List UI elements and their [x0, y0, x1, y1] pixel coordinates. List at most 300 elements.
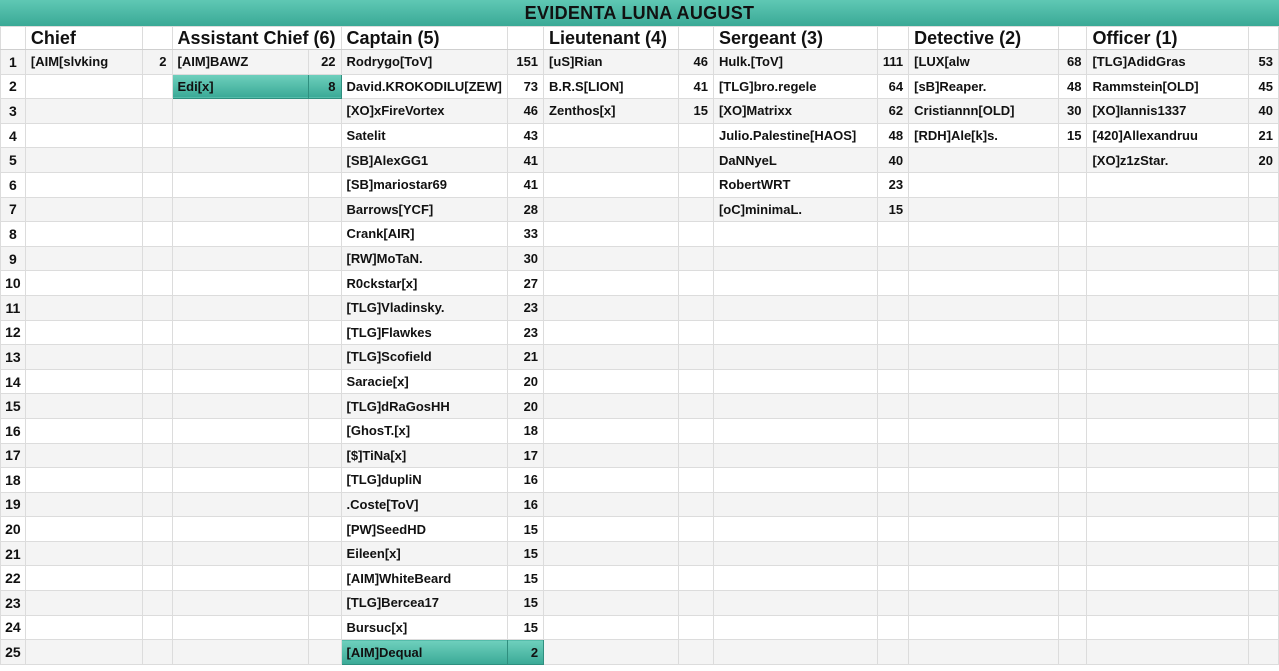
empty-cell[interactable]: [877, 246, 908, 271]
empty-cell[interactable]: [25, 271, 142, 296]
empty-cell[interactable]: [679, 517, 714, 542]
empty-cell[interactable]: [679, 492, 714, 517]
captain-value-cell[interactable]: 20: [508, 369, 544, 394]
empty-cell[interactable]: [1058, 394, 1087, 419]
empty-cell[interactable]: [713, 591, 877, 616]
row-number[interactable]: 6: [1, 172, 26, 197]
empty-cell[interactable]: [25, 148, 142, 173]
empty-cell[interactable]: [877, 271, 908, 296]
empty-cell[interactable]: [1248, 197, 1278, 222]
row-number[interactable]: 5: [1, 148, 26, 173]
captain-name-cell[interactable]: Satelit: [341, 123, 508, 148]
empty-cell[interactable]: [909, 394, 1059, 419]
empty-cell[interactable]: [909, 320, 1059, 345]
empty-cell[interactable]: [679, 222, 714, 247]
empty-cell[interactable]: [25, 123, 142, 148]
empty-cell[interactable]: [143, 615, 172, 640]
empty-cell[interactable]: [713, 492, 877, 517]
captain-value-cell[interactable]: 20: [508, 394, 544, 419]
captain-name-cell[interactable]: [PW]SeedHD: [341, 517, 508, 542]
assistant-chief-value-cell[interactable]: 8: [308, 74, 341, 99]
captain-value-cell[interactable]: 15: [508, 615, 544, 640]
empty-cell[interactable]: [713, 394, 877, 419]
sergeant-name-cell[interactable]: Hulk.[ToV]: [713, 50, 877, 75]
empty-cell[interactable]: [909, 369, 1059, 394]
empty-cell[interactable]: [25, 99, 142, 124]
empty-cell[interactable]: [544, 320, 679, 345]
detective-name-cell[interactable]: [sB]Reaper.: [909, 74, 1059, 99]
captain-value-cell[interactable]: 30: [508, 246, 544, 271]
empty-cell[interactable]: [143, 295, 172, 320]
empty-cell[interactable]: [143, 566, 172, 591]
captain-name-cell[interactable]: [TLG]Vladinsky.: [341, 295, 508, 320]
empty-cell[interactable]: [679, 418, 714, 443]
empty-cell[interactable]: [308, 369, 341, 394]
empty-cell[interactable]: [143, 468, 172, 493]
empty-cell[interactable]: [713, 640, 877, 665]
empty-cell[interactable]: [25, 172, 142, 197]
empty-cell[interactable]: [909, 517, 1059, 542]
empty-cell[interactable]: [679, 541, 714, 566]
captain-name-cell[interactable]: [XO]xFireVortex: [341, 99, 508, 124]
empty-cell[interactable]: [877, 394, 908, 419]
empty-cell[interactable]: [544, 468, 679, 493]
empty-cell[interactable]: [713, 468, 877, 493]
empty-cell[interactable]: [679, 468, 714, 493]
empty-cell[interactable]: [909, 492, 1059, 517]
captain-value-cell[interactable]: 46: [508, 99, 544, 124]
captain-name-cell[interactable]: [TLG]dupliN: [341, 468, 508, 493]
assistant-chief-value-cell[interactable]: 22: [308, 50, 341, 75]
empty-cell[interactable]: [308, 591, 341, 616]
captain-value-cell[interactable]: 15: [508, 591, 544, 616]
empty-cell[interactable]: [1248, 418, 1278, 443]
header-lieutenant[interactable]: Lieutenant (4): [544, 27, 679, 50]
captain-value-cell[interactable]: 73: [508, 74, 544, 99]
empty-cell[interactable]: [25, 222, 142, 247]
captain-name-cell[interactable]: [TLG]Scofield: [341, 345, 508, 370]
empty-cell[interactable]: [679, 172, 714, 197]
empty-cell[interactable]: [1248, 295, 1278, 320]
officer-value-cell[interactable]: 53: [1248, 50, 1278, 75]
row-number[interactable]: 17: [1, 443, 26, 468]
empty-cell[interactable]: [1087, 468, 1248, 493]
empty-cell[interactable]: [308, 246, 341, 271]
empty-cell[interactable]: [143, 148, 172, 173]
empty-cell[interactable]: [308, 517, 341, 542]
empty-cell[interactable]: [1248, 394, 1278, 419]
empty-cell[interactable]: [713, 222, 877, 247]
officer-value-cell[interactable]: 20: [1248, 148, 1278, 173]
empty-cell[interactable]: [143, 271, 172, 296]
captain-name-cell[interactable]: [RW]MoTaN.: [341, 246, 508, 271]
row-number[interactable]: 4: [1, 123, 26, 148]
sergeant-name-cell[interactable]: [XO]Matrixx: [713, 99, 877, 124]
empty-cell[interactable]: [713, 246, 877, 271]
empty-cell[interactable]: [143, 394, 172, 419]
empty-cell[interactable]: [713, 443, 877, 468]
empty-cell[interactable]: [308, 394, 341, 419]
empty-cell[interactable]: [1058, 615, 1087, 640]
empty-cell[interactable]: [1248, 591, 1278, 616]
detective-name-cell[interactable]: [RDH]Ale[k]s.: [909, 123, 1059, 148]
empty-cell[interactable]: [909, 172, 1059, 197]
empty-cell[interactable]: [25, 295, 142, 320]
empty-cell[interactable]: [143, 443, 172, 468]
empty-cell[interactable]: [1058, 418, 1087, 443]
empty-cell[interactable]: [25, 640, 142, 665]
empty-cell[interactable]: [308, 443, 341, 468]
empty-cell[interactable]: [909, 418, 1059, 443]
header-detective[interactable]: Detective (2): [909, 27, 1059, 50]
empty-cell[interactable]: [308, 566, 341, 591]
sergeant-name-cell[interactable]: [TLG]bro.regele: [713, 74, 877, 99]
empty-cell[interactable]: [909, 615, 1059, 640]
empty-cell[interactable]: [679, 123, 714, 148]
empty-cell[interactable]: [1058, 197, 1087, 222]
empty-cell[interactable]: [308, 320, 341, 345]
captain-name-cell[interactable]: Eileen[x]: [341, 541, 508, 566]
empty-cell[interactable]: [713, 615, 877, 640]
row-number[interactable]: 9: [1, 246, 26, 271]
empty-cell[interactable]: [172, 197, 308, 222]
empty-cell[interactable]: [308, 99, 341, 124]
row-number[interactable]: 2: [1, 74, 26, 99]
row-number[interactable]: 12: [1, 320, 26, 345]
empty-cell[interactable]: [25, 74, 142, 99]
header-cell[interactable]: [1248, 27, 1278, 50]
empty-cell[interactable]: [1058, 443, 1087, 468]
empty-cell[interactable]: [1058, 271, 1087, 296]
empty-cell[interactable]: [172, 172, 308, 197]
empty-cell[interactable]: [25, 566, 142, 591]
captain-name-cell[interactable]: David.KROKODILU[ZEW]: [341, 74, 508, 99]
officer-name-cell[interactable]: [420]Allexandruu: [1087, 123, 1248, 148]
empty-cell[interactable]: [25, 517, 142, 542]
empty-cell[interactable]: [172, 468, 308, 493]
captain-name-cell[interactable]: Bursuc[x]: [341, 615, 508, 640]
empty-cell[interactable]: [172, 517, 308, 542]
sergeant-name-cell[interactable]: RobertWRT: [713, 172, 877, 197]
empty-cell[interactable]: [1058, 369, 1087, 394]
empty-cell[interactable]: [713, 566, 877, 591]
empty-cell[interactable]: [1087, 222, 1248, 247]
captain-name-cell[interactable]: Rodrygo[ToV]: [341, 50, 508, 75]
captain-value-cell[interactable]: 43: [508, 123, 544, 148]
empty-cell[interactable]: [308, 295, 341, 320]
lieutenant-name-cell[interactable]: Zenthos[x]: [544, 99, 679, 124]
header-officer[interactable]: Officer (1): [1087, 27, 1248, 50]
captain-value-cell[interactable]: 17: [508, 443, 544, 468]
captain-name-cell[interactable]: [$]TiNa[x]: [341, 443, 508, 468]
empty-cell[interactable]: [143, 492, 172, 517]
empty-cell[interactable]: [877, 468, 908, 493]
empty-cell[interactable]: [172, 271, 308, 296]
assistant-chief-name-cell[interactable]: [AIM]BAWZ: [172, 50, 308, 75]
row-number[interactable]: 22: [1, 566, 26, 591]
empty-cell[interactable]: [1248, 492, 1278, 517]
empty-cell[interactable]: [679, 615, 714, 640]
empty-cell[interactable]: [713, 295, 877, 320]
empty-cell[interactable]: [1087, 271, 1248, 296]
header-cell[interactable]: [1058, 27, 1087, 50]
empty-cell[interactable]: [544, 517, 679, 542]
captain-value-cell[interactable]: 23: [508, 295, 544, 320]
empty-cell[interactable]: [713, 320, 877, 345]
empty-cell[interactable]: [1058, 517, 1087, 542]
empty-cell[interactable]: [308, 222, 341, 247]
empty-cell[interactable]: [1087, 566, 1248, 591]
empty-cell[interactable]: [713, 517, 877, 542]
empty-cell[interactable]: [143, 99, 172, 124]
header-assistant-chief[interactable]: Assistant Chief (6): [172, 27, 341, 50]
empty-cell[interactable]: [713, 541, 877, 566]
row-number[interactable]: 20: [1, 517, 26, 542]
captain-value-cell[interactable]: 41: [508, 172, 544, 197]
empty-cell[interactable]: [544, 148, 679, 173]
empty-cell[interactable]: [679, 394, 714, 419]
empty-cell[interactable]: [1087, 443, 1248, 468]
captain-name-cell[interactable]: [AIM]WhiteBeard: [341, 566, 508, 591]
empty-cell[interactable]: [172, 443, 308, 468]
empty-cell[interactable]: [172, 541, 308, 566]
officer-value-cell[interactable]: 45: [1248, 74, 1278, 99]
empty-cell[interactable]: [877, 222, 908, 247]
empty-cell[interactable]: [143, 246, 172, 271]
empty-cell[interactable]: [544, 172, 679, 197]
captain-name-cell[interactable]: [SB]AlexGG1: [341, 148, 508, 173]
empty-cell[interactable]: [877, 591, 908, 616]
captain-name-cell[interactable]: [SB]mariostar69: [341, 172, 508, 197]
empty-cell[interactable]: [1087, 615, 1248, 640]
empty-cell[interactable]: [1058, 492, 1087, 517]
header-captain[interactable]: Captain (5): [341, 27, 508, 50]
header-cell[interactable]: [877, 27, 908, 50]
lieutenant-name-cell[interactable]: [uS]Rian: [544, 50, 679, 75]
row-number[interactable]: 23: [1, 591, 26, 616]
captain-value-cell[interactable]: 16: [508, 468, 544, 493]
captain-value-cell[interactable]: 27: [508, 271, 544, 296]
empty-cell[interactable]: [1058, 541, 1087, 566]
empty-cell[interactable]: [877, 345, 908, 370]
empty-cell[interactable]: [172, 345, 308, 370]
lieutenant-value-cell[interactable]: 41: [679, 74, 714, 99]
empty-cell[interactable]: [25, 369, 142, 394]
empty-cell[interactable]: [679, 566, 714, 591]
captain-name-cell[interactable]: Crank[AIR]: [341, 222, 508, 247]
sergeant-name-cell[interactable]: Julio.Palestine[HAOS]: [713, 123, 877, 148]
header-cell[interactable]: [679, 27, 714, 50]
row-number[interactable]: 24: [1, 615, 26, 640]
empty-cell[interactable]: [143, 197, 172, 222]
empty-cell[interactable]: [308, 123, 341, 148]
chief-value-cell[interactable]: 2: [143, 50, 172, 75]
empty-cell[interactable]: [544, 394, 679, 419]
captain-value-cell[interactable]: 23: [508, 320, 544, 345]
empty-cell[interactable]: [679, 271, 714, 296]
empty-cell[interactable]: [1058, 222, 1087, 247]
empty-cell[interactable]: [1087, 492, 1248, 517]
empty-cell[interactable]: [679, 591, 714, 616]
row-number[interactable]: 18: [1, 468, 26, 493]
empty-cell[interactable]: [909, 443, 1059, 468]
empty-cell[interactable]: [713, 345, 877, 370]
empty-cell[interactable]: [877, 640, 908, 665]
empty-cell[interactable]: [1058, 566, 1087, 591]
empty-cell[interactable]: [172, 492, 308, 517]
captain-value-cell[interactable]: 41: [508, 148, 544, 173]
empty-cell[interactable]: [1248, 222, 1278, 247]
empty-cell[interactable]: [544, 369, 679, 394]
empty-cell[interactable]: [1248, 566, 1278, 591]
empty-cell[interactable]: [1248, 246, 1278, 271]
empty-cell[interactable]: [909, 541, 1059, 566]
empty-cell[interactable]: [172, 320, 308, 345]
sergeant-value-cell[interactable]: 15: [877, 197, 908, 222]
empty-cell[interactable]: [172, 566, 308, 591]
captain-value-cell[interactable]: 33: [508, 222, 544, 247]
captain-name-cell[interactable]: [AIM]Dequal: [341, 640, 508, 665]
empty-cell[interactable]: [544, 418, 679, 443]
empty-cell[interactable]: [172, 246, 308, 271]
empty-cell[interactable]: [544, 271, 679, 296]
empty-cell[interactable]: [544, 197, 679, 222]
empty-cell[interactable]: [909, 345, 1059, 370]
sergeant-value-cell[interactable]: 40: [877, 148, 908, 173]
captain-name-cell[interactable]: .Coste[ToV]: [341, 492, 508, 517]
assistant-chief-name-cell[interactable]: Edi[x]: [172, 74, 308, 99]
captain-name-cell[interactable]: [GhosT.[x]: [341, 418, 508, 443]
empty-cell[interactable]: [544, 246, 679, 271]
header-sergeant[interactable]: Sergeant (3): [713, 27, 877, 50]
row-number[interactable]: 3: [1, 99, 26, 124]
empty-cell[interactable]: [172, 222, 308, 247]
empty-cell[interactable]: [1248, 615, 1278, 640]
empty-cell[interactable]: [308, 492, 341, 517]
detective-value-cell[interactable]: 48: [1058, 74, 1087, 99]
detective-name-cell[interactable]: [LUX[alw: [909, 50, 1059, 75]
empty-cell[interactable]: [544, 443, 679, 468]
empty-cell[interactable]: [1087, 246, 1248, 271]
empty-cell[interactable]: [713, 418, 877, 443]
empty-cell[interactable]: [308, 468, 341, 493]
empty-cell[interactable]: [1087, 369, 1248, 394]
empty-cell[interactable]: [143, 74, 172, 99]
empty-cell[interactable]: [143, 345, 172, 370]
empty-cell[interactable]: [25, 418, 142, 443]
empty-cell[interactable]: [1058, 172, 1087, 197]
row-number[interactable]: 25: [1, 640, 26, 665]
empty-cell[interactable]: [877, 566, 908, 591]
empty-cell[interactable]: [877, 320, 908, 345]
captain-name-cell[interactable]: [TLG]Flawkes: [341, 320, 508, 345]
empty-cell[interactable]: [877, 443, 908, 468]
empty-cell[interactable]: [308, 345, 341, 370]
empty-cell[interactable]: [143, 517, 172, 542]
row-number[interactable]: 14: [1, 369, 26, 394]
row-number[interactable]: 1: [1, 50, 26, 75]
row-number[interactable]: 11: [1, 295, 26, 320]
empty-cell[interactable]: [25, 443, 142, 468]
empty-cell[interactable]: [25, 197, 142, 222]
row-number[interactable]: 7: [1, 197, 26, 222]
officer-value-cell[interactable]: 21: [1248, 123, 1278, 148]
row-number[interactable]: 10: [1, 271, 26, 296]
sergeant-value-cell[interactable]: 23: [877, 172, 908, 197]
sergeant-value-cell[interactable]: 64: [877, 74, 908, 99]
detective-value-cell[interactable]: 15: [1058, 123, 1087, 148]
lieutenant-name-cell[interactable]: B.R.S[LION]: [544, 74, 679, 99]
empty-cell[interactable]: [1248, 468, 1278, 493]
captain-name-cell[interactable]: Barrows[YCF]: [341, 197, 508, 222]
empty-cell[interactable]: [1248, 640, 1278, 665]
empty-cell[interactable]: [877, 541, 908, 566]
empty-cell[interactable]: [172, 123, 308, 148]
empty-cell[interactable]: [1058, 295, 1087, 320]
empty-cell[interactable]: [877, 295, 908, 320]
empty-cell[interactable]: [909, 640, 1059, 665]
empty-cell[interactable]: [1087, 394, 1248, 419]
empty-cell[interactable]: [1087, 295, 1248, 320]
row-number[interactable]: 19: [1, 492, 26, 517]
captain-value-cell[interactable]: 151: [508, 50, 544, 75]
empty-cell[interactable]: [1087, 320, 1248, 345]
captain-name-cell[interactable]: [TLG]Bercea17: [341, 591, 508, 616]
empty-cell[interactable]: [713, 271, 877, 296]
row-number[interactable]: 8: [1, 222, 26, 247]
empty-cell[interactable]: [877, 369, 908, 394]
empty-cell[interactable]: [1248, 541, 1278, 566]
empty-cell[interactable]: [143, 222, 172, 247]
empty-cell[interactable]: [1248, 271, 1278, 296]
empty-cell[interactable]: [308, 615, 341, 640]
empty-cell[interactable]: [143, 591, 172, 616]
empty-cell[interactable]: [909, 222, 1059, 247]
empty-cell[interactable]: [308, 541, 341, 566]
captain-value-cell[interactable]: 21: [508, 345, 544, 370]
sergeant-value-cell[interactable]: 48: [877, 123, 908, 148]
empty-cell[interactable]: [308, 640, 341, 665]
empty-cell[interactable]: [679, 345, 714, 370]
empty-cell[interactable]: [544, 295, 679, 320]
row-number[interactable]: 13: [1, 345, 26, 370]
empty-cell[interactable]: [679, 640, 714, 665]
empty-cell[interactable]: [1087, 517, 1248, 542]
empty-cell[interactable]: [172, 615, 308, 640]
captain-name-cell[interactable]: Saracie[x]: [341, 369, 508, 394]
officer-name-cell[interactable]: Rammstein[OLD]: [1087, 74, 1248, 99]
detective-value-cell[interactable]: 68: [1058, 50, 1087, 75]
empty-cell[interactable]: [544, 345, 679, 370]
empty-cell[interactable]: [1087, 591, 1248, 616]
empty-cell[interactable]: [544, 492, 679, 517]
empty-cell[interactable]: [1058, 246, 1087, 271]
empty-cell[interactable]: [1087, 345, 1248, 370]
empty-cell[interactable]: [25, 492, 142, 517]
empty-cell[interactable]: [877, 615, 908, 640]
empty-cell[interactable]: [909, 148, 1059, 173]
detective-value-cell[interactable]: 30: [1058, 99, 1087, 124]
captain-value-cell[interactable]: 16: [508, 492, 544, 517]
empty-cell[interactable]: [25, 615, 142, 640]
captain-value-cell[interactable]: 15: [508, 566, 544, 591]
empty-cell[interactable]: [544, 222, 679, 247]
empty-cell[interactable]: [679, 443, 714, 468]
officer-name-cell[interactable]: [XO]Iannis1337: [1087, 99, 1248, 124]
officer-name-cell[interactable]: [XO]z1zStar.: [1087, 148, 1248, 173]
empty-cell[interactable]: [143, 320, 172, 345]
captain-name-cell[interactable]: [TLG]dRaGosHH: [341, 394, 508, 419]
